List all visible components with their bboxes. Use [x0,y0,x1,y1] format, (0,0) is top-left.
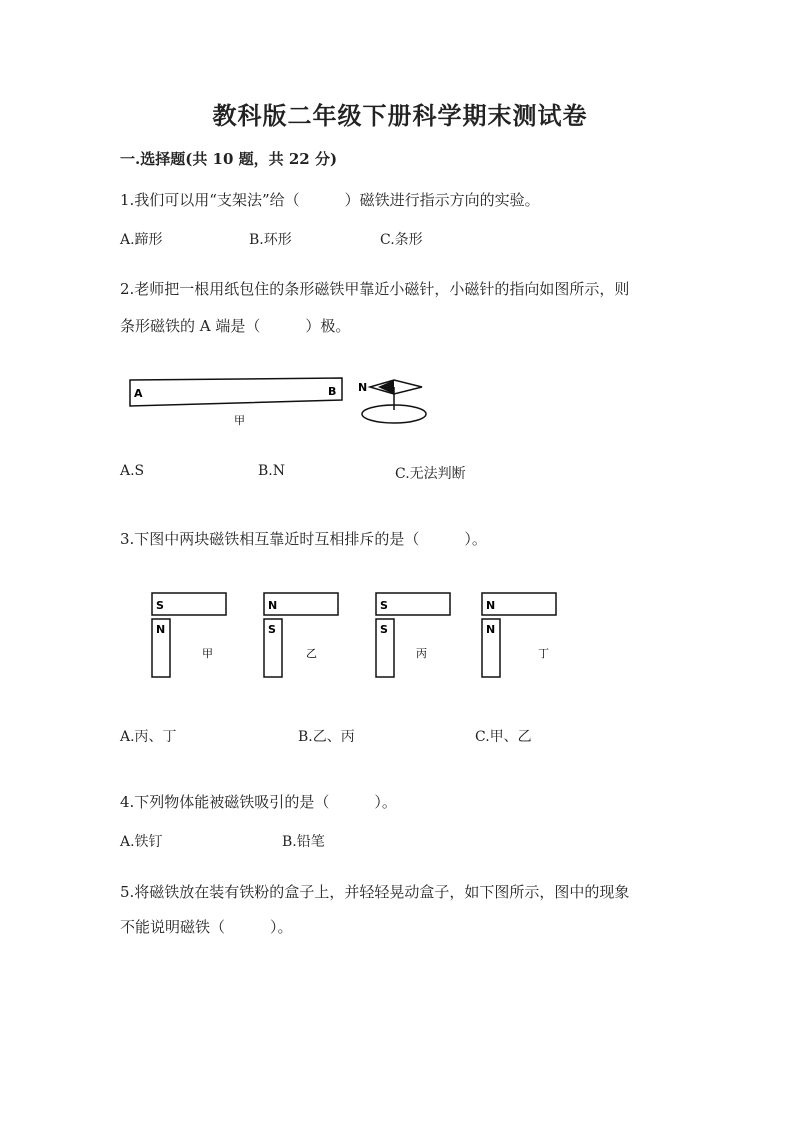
question-1-text: 1.我们可以用“支架法”给（ ）磁铁进行指示方向的实验。 [120,191,540,209]
needle-n-label: N [358,381,368,394]
q1-option-a[interactable]: A.蹄形 [120,232,163,248]
q4-option-a[interactable]: A.铁钉 [120,834,163,850]
q2-option-c[interactable]: C.无法判断 [395,466,466,482]
q2-magnet-compass-figure [120,372,440,432]
pair-1-label: 甲 [202,647,213,660]
q4-option-b[interactable]: B.铅笔 [282,834,325,850]
question-5-line-2: 不能说明磁铁（ ）。 [120,918,293,936]
pair-1-top-pole: S [156,599,164,612]
pair-2-bottom-pole: S [268,623,276,636]
magnet-end-b-label: B [328,385,337,398]
pair-3-top-pole: S [380,599,388,612]
bar-magnet [130,378,342,406]
page-title: 教科版二年级下册科学期末测试卷 [212,101,588,130]
q3-magnet-pairs-figure [150,590,570,682]
pair-1-bottom-pole: N [156,623,166,636]
pair-2-label: 乙 [306,647,317,660]
pair-3-label: 丙 [416,647,427,660]
question-2-line-1: 2.老师把一根用纸包住的条形磁铁甲靠近小磁针，小磁针的指向如图所示，则 [120,280,630,298]
question-3-text: 3.下图中两块磁铁相互靠近时互相排斥的是（ ）。 [120,530,487,548]
q3-option-b[interactable]: B.乙、丙 [298,729,355,745]
q3-option-c[interactable]: C.甲、乙 [475,729,532,745]
q1-option-b[interactable]: B.环形 [249,232,292,248]
q3-option-a[interactable]: A.丙、丁 [120,729,177,745]
question-2-line-2: 条形磁铁的 A 端是（ ）极。 [120,317,351,335]
pair-3-bottom-pole: S [380,623,388,636]
question-4-text: 4.下列物体能被磁铁吸引的是（ ）。 [120,793,397,811]
magnet-name-label: 甲 [234,414,245,427]
compass-needle-icon [362,380,426,423]
q1-option-c[interactable]: C.条形 [380,232,423,248]
q2-option-a[interactable]: A.S [120,463,145,479]
magnet-end-a-label: A [134,387,143,400]
pair-4-bottom-pole: N [486,623,496,636]
pair-4-top-pole: N [486,599,496,612]
pair-2-top-pole: N [268,599,278,612]
section-heading: 一.选择题(共 10 题，共 22 分) [120,150,338,168]
question-5-line-1: 5.将磁铁放在装有铁粉的盒子上，并轻轻晃动盒子，如下图所示，图中的现象 [120,883,630,901]
q2-option-b[interactable]: B.N [258,463,285,479]
pair-4-label: 丁 [538,647,549,660]
